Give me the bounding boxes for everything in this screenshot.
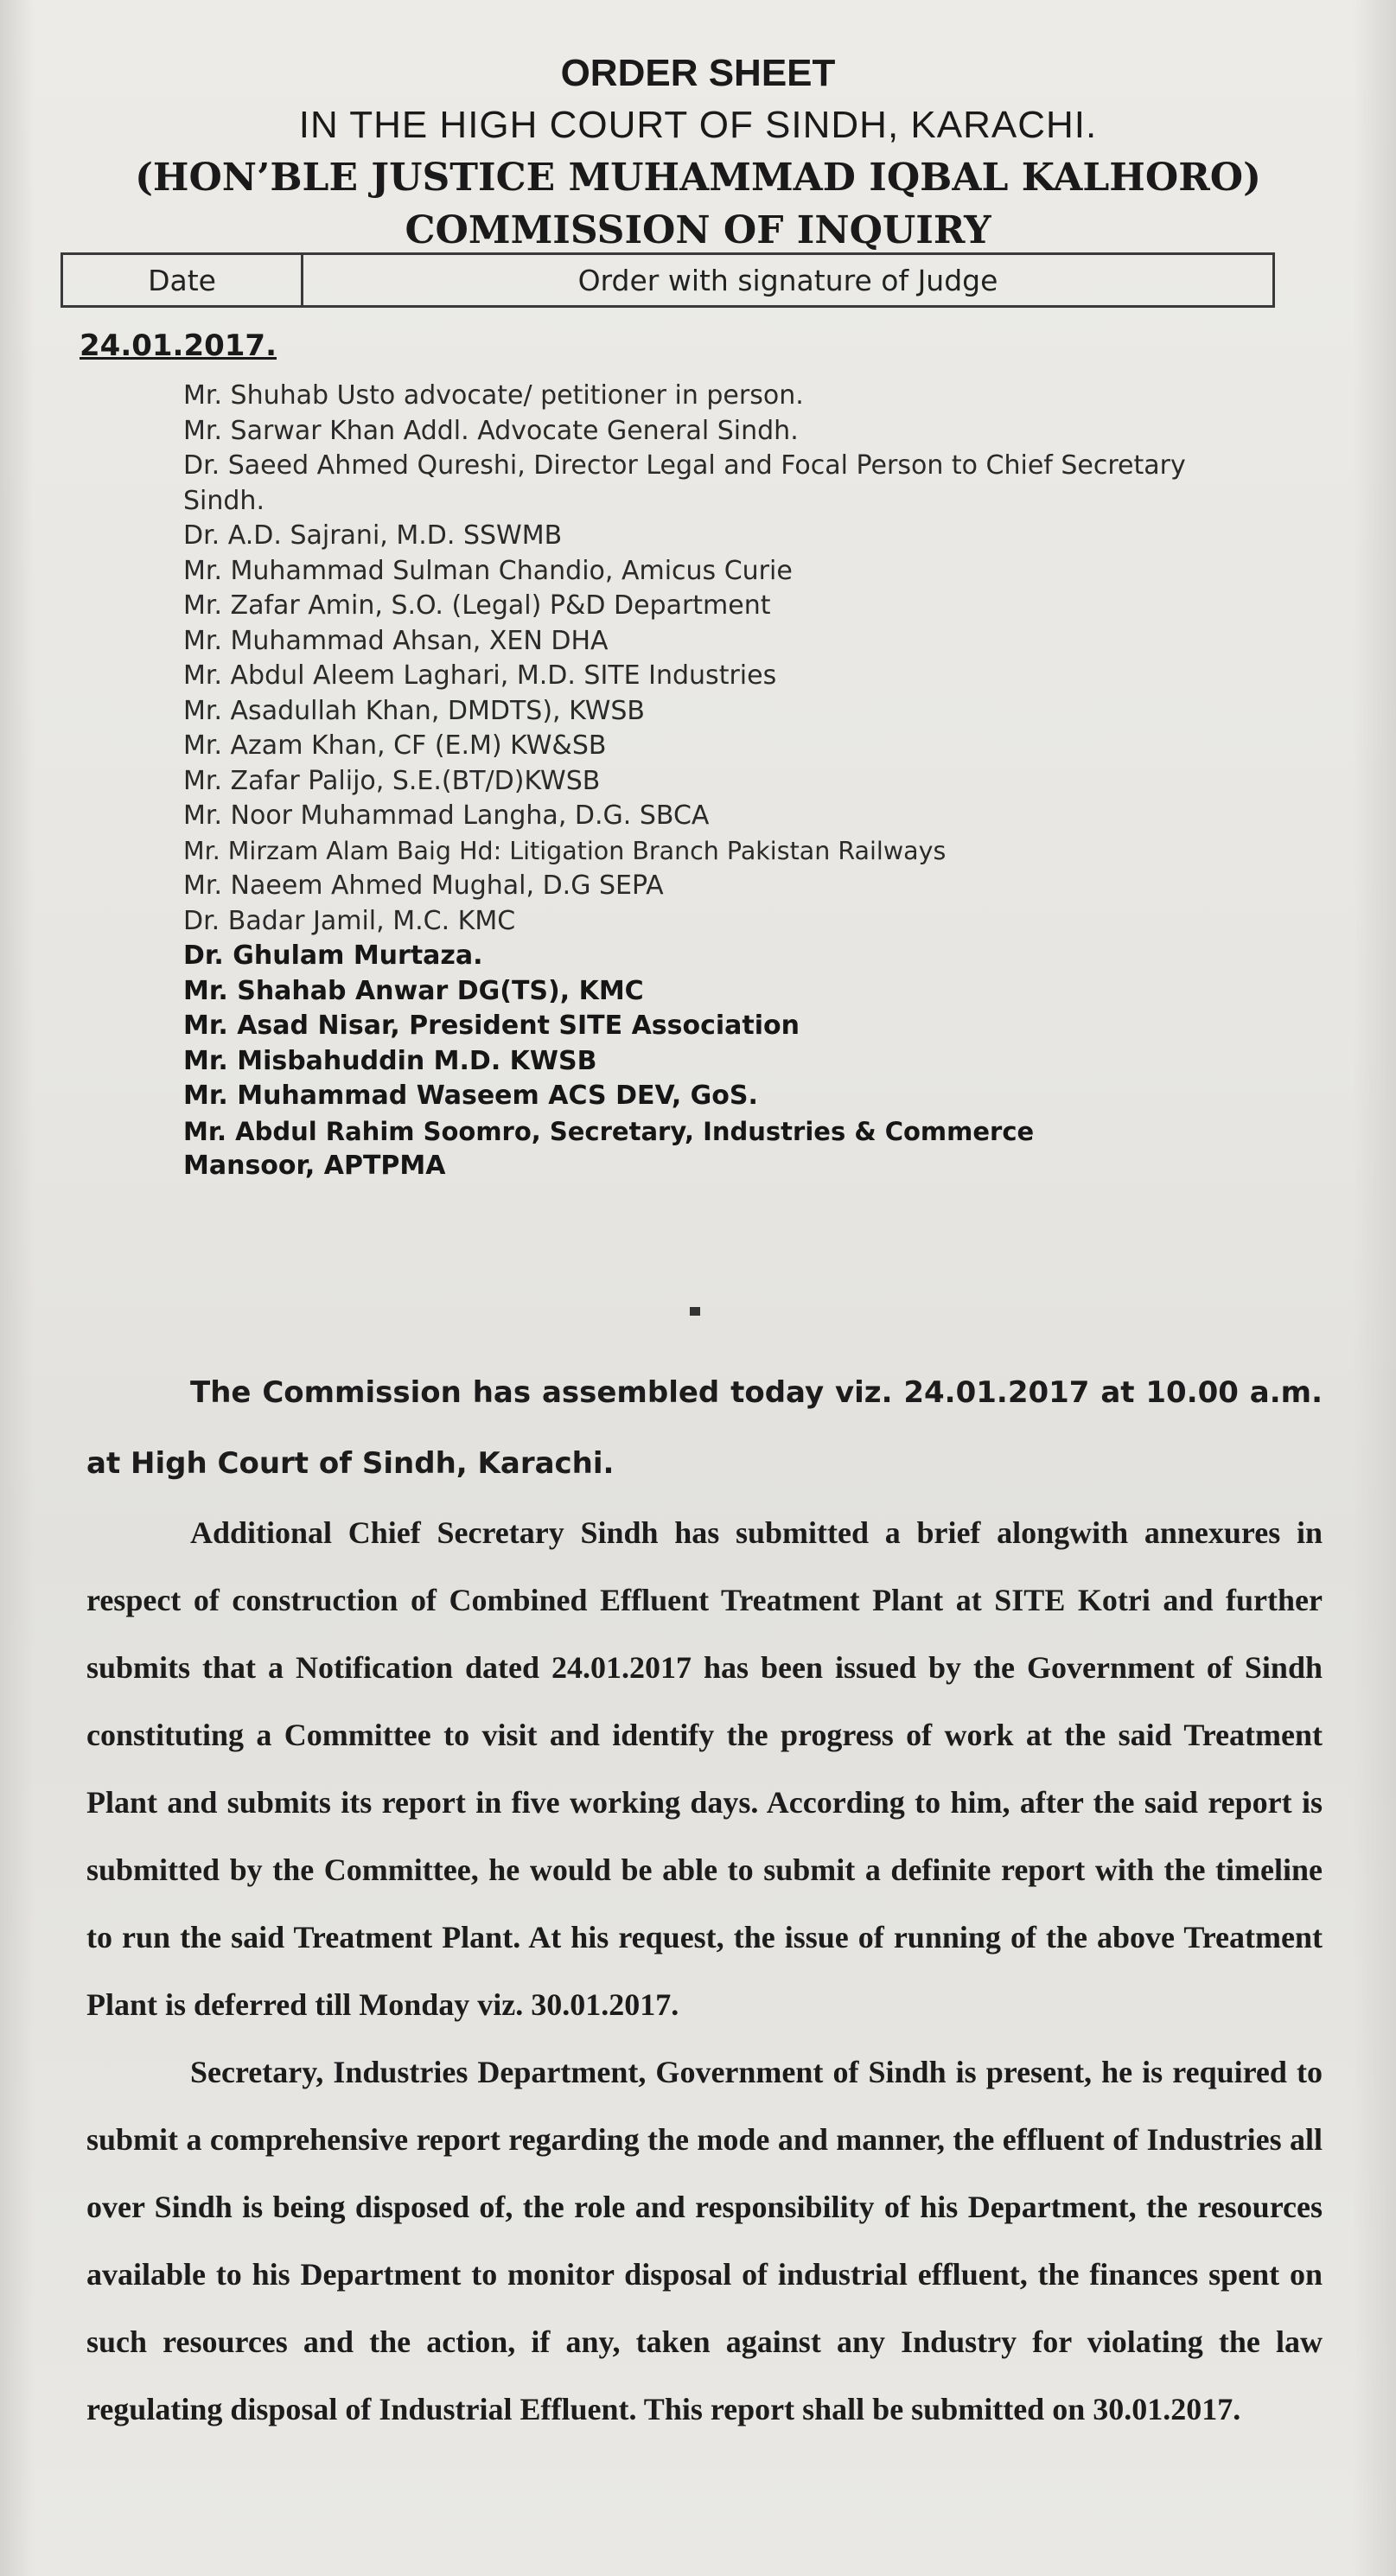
page-edge-shadow-right	[1353, 0, 1396, 2576]
attendee-item: Mr. Muhammad Waseem ACS DEV, GoS.	[183, 1081, 758, 1111]
attendees-list	[183, 379, 1333, 1184]
attendee-item: Mr. Muhammad Ahsan, XEN DHA	[183, 625, 609, 656]
attendee-item: Mr. Asad Nisar, President SITE Association	[183, 1011, 800, 1041]
order-table-header	[61, 252, 1275, 308]
page-edge-shadow-left	[0, 0, 35, 2576]
attendee-item: Mr. Shuhab Usto advocate/ petitioner in person.	[183, 380, 804, 411]
attendee-item: Mr. Asadullah Khan, DMDTS), KWSB	[183, 695, 646, 726]
attendee-item: Dr. Ghulam Murtaza.	[183, 940, 483, 971]
order-sheet-title: ORDER SHEET	[560, 52, 836, 94]
attendee-item: Mr. Abdul Aleem Laghari, M.D. SITE Industries	[183, 660, 777, 691]
order-body	[86, 1357, 1323, 2443]
attendee-item: Mr. Noor Muhammad Langha, D.G. SBCA	[183, 800, 710, 831]
paragraph-assembled: The Commission has assembled today viz. 24.01.2017 at 10.00 a.m. at High Court of Sindh, Karachi.	[86, 1375, 1323, 1481]
attendee-item: Mansoor, APTPMA	[183, 1151, 446, 1181]
separator-mark	[690, 1307, 700, 1316]
attendee-item: Mr. Zafar Amin, S.O. (Legal) P&D Department	[183, 590, 771, 621]
table-header-order: Order with signature of Judge	[577, 263, 998, 297]
attendee-item: Mr. Zafar Palijo, S.E.(BT/D)KWSB	[183, 765, 601, 796]
attendee-item: Mr. Naeem Ahmed Mughal, D.G SEPA	[183, 870, 664, 901]
attendee-item: Dr. A.D. Sajrani, M.D. SSWMB	[183, 520, 563, 551]
paragraph-treatment-plant: Additional Chief Secretary Sindh has submitted a brief alongwith annexures in respect of construction of Combined Effluent Treatment Plant at SITE Kotri and further submits that a Notification dated 24.01.2017 has been issued by the Government of Sindh constituting a Committee to visit and identify the progress of work at the said Treatment Plant and submits its report in five working days. According to him, after the said report is submitted by the Committee, he would be able to submit a definite report with the timeline to run the said Treatment Plant. At his request, the issue of running of the above Treatment Plant is deferred till Monday viz. 30.01.2017.	[86, 1515, 1323, 2022]
attendee-item: Mr. Mirzam Alam Baig Hd: Litigation Branch Pakistan Railways	[183, 836, 947, 865]
attendee-item: Mr. Muhammad Sulman Chandio, Amicus Curie	[183, 555, 793, 586]
justice-name: (HON’BLE JUSTICE MUHAMMAD IQBAL KALHORO)	[135, 156, 1261, 200]
attendee-item: Mr. Abdul Rahim Soomro, Secretary, Industries & Commerce	[183, 1116, 1035, 1146]
attendee-item: Mr. Misbahuddin M.D. KWSB	[183, 1045, 597, 1076]
attendee-item: Dr. Badar Jamil, M.C. KMC	[183, 905, 516, 936]
table-header-date: Date	[63, 255, 303, 305]
attendee-item: Mr. Sarwar Khan Addl. Advocate General Sindh.	[183, 415, 799, 446]
attendee-item: Mr. Shahab Anwar DG(TS), KMC	[183, 975, 644, 1006]
order-date: 24.01.2017.	[80, 328, 277, 363]
attendee-item: Mr. Azam Khan, CF (E.M) KW&SB	[183, 730, 607, 761]
commission-title: COMMISSION OF INQUIRY	[405, 208, 991, 252]
paragraph-industries-report: Secretary, Industries Department, Government of Sindh is present, he is required to submit a comprehensive report regarding the mode and manner, the effluent of Industries all over Sindh is being disposed of, the role and responsibility of his Department, the resources available to his Department to monitor disposal of industrial effluent, the finances spent on such resources and the action, if any, taken against any Industry for violating the law regulating disposal of Industrial Effluent. This report shall be submitted on 30.01.2017.	[86, 2055, 1323, 2426]
document-header	[0, 48, 1396, 257]
court-name: IN THE HIGH COURT OF SINDH, KARACHI.	[298, 104, 1098, 146]
attendee-item: Dr. Saeed Ahmed Qureshi, Director Legal and Focal Person to Chief Secretary Sindh.	[183, 450, 1186, 516]
